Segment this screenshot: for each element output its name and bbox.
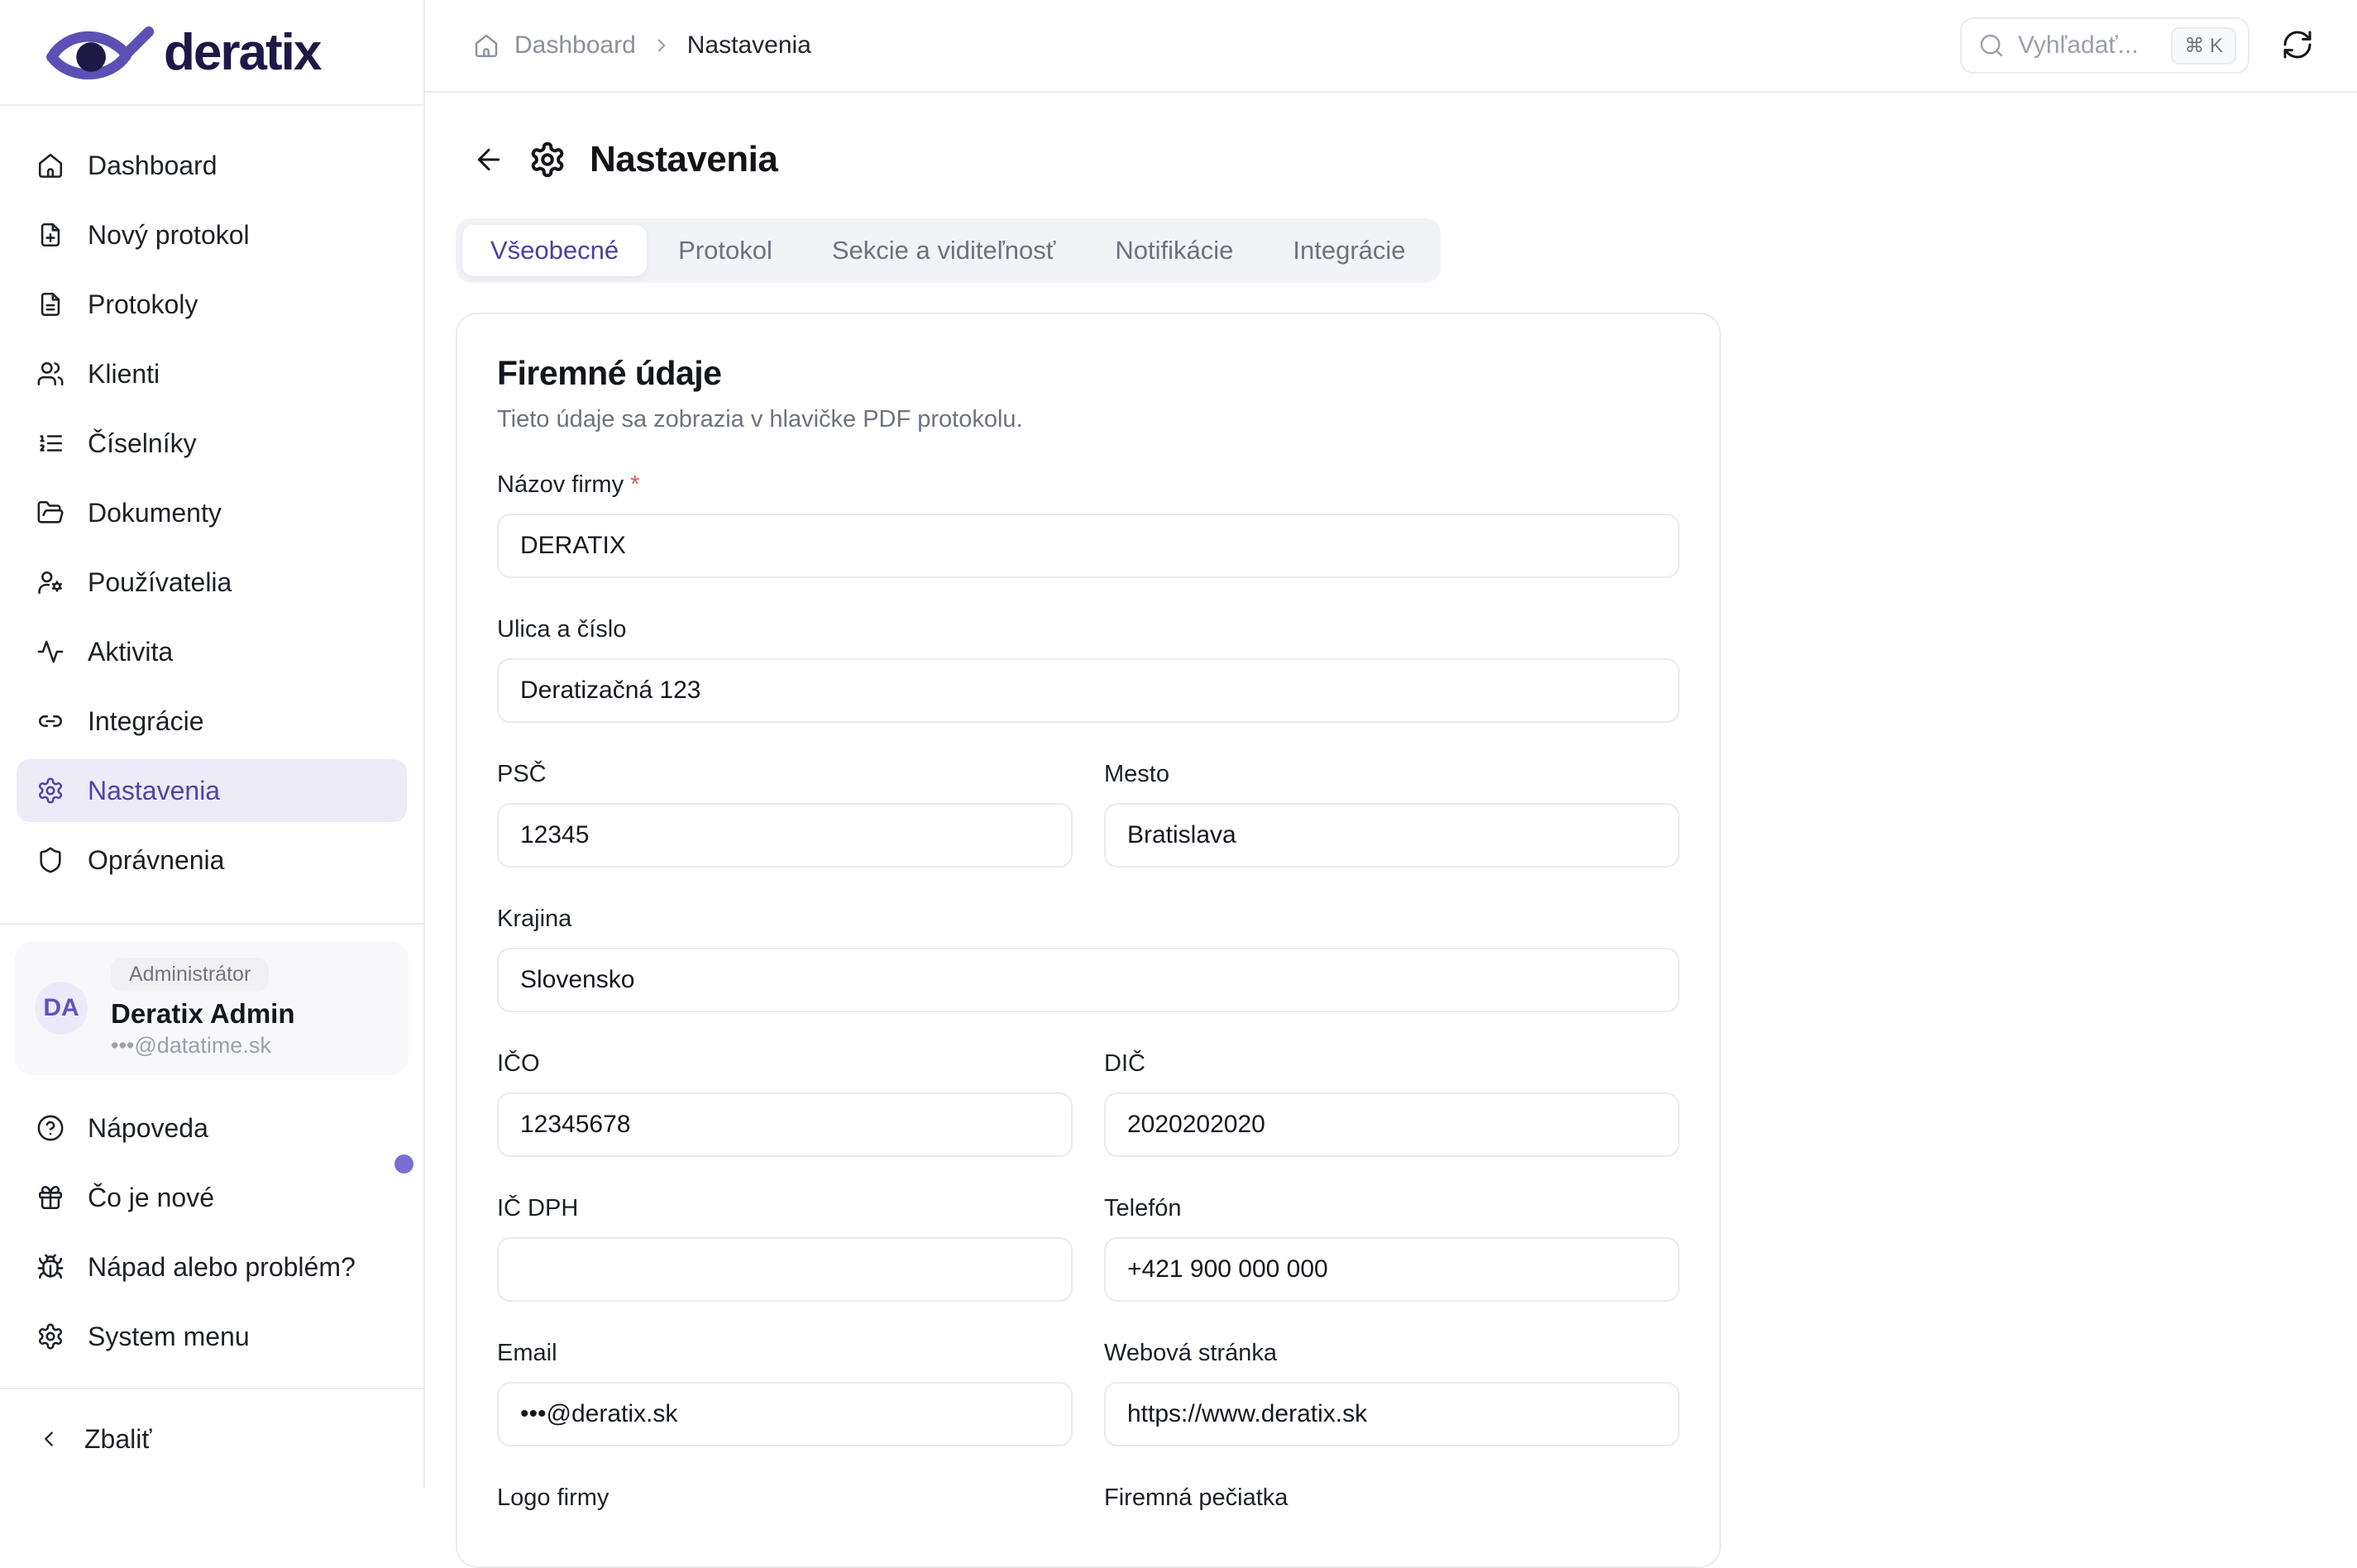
sidebar-nav xyxy=(0,106,423,898)
sidebar-item-dokumenty[interactable] xyxy=(17,481,407,544)
sidebar-item-label: Nápad alebo problém? xyxy=(88,1251,356,1282)
field-ico xyxy=(497,1050,1073,1157)
input-psc[interactable] xyxy=(497,803,1073,868)
arrow-left-icon xyxy=(472,143,505,176)
global-search[interactable] xyxy=(1960,17,2249,74)
form-row xyxy=(497,761,1680,868)
tab-integracie[interactable]: Integrácie xyxy=(1293,236,1406,265)
field-label-ic-dph: IČ DPH xyxy=(497,1195,579,1221)
breadcrumb-current: Nastavenia xyxy=(686,31,811,59)
file-text-icon xyxy=(36,290,65,318)
refresh-icon xyxy=(2281,28,2314,61)
shield-icon xyxy=(36,846,65,874)
field-label-telefon: Telefón xyxy=(1104,1195,1182,1221)
user-cog-icon xyxy=(36,568,65,596)
sidebar-item-napoveda[interactable] xyxy=(17,1097,407,1159)
whats-new-notification-dot xyxy=(394,1154,414,1174)
sidebar-item-label: Nápoveda xyxy=(88,1112,208,1143)
gift-icon xyxy=(36,1183,65,1212)
sidebar-item-opravnenia[interactable] xyxy=(17,829,407,892)
field-label-mesto: Mesto xyxy=(1104,761,1169,787)
sidebar-item-protokoly[interactable] xyxy=(17,273,407,336)
sidebar xyxy=(0,0,425,1489)
field-label-firemna-pecatka: Firemná pečiatka xyxy=(1104,1484,1288,1511)
folder-open-icon xyxy=(36,499,65,527)
input-ico[interactable] xyxy=(497,1092,1073,1157)
tab-notifikacie[interactable]: Notifikácie xyxy=(1115,236,1234,265)
sidebar-item-pouzivatelia[interactable] xyxy=(17,551,407,614)
settings-tabs xyxy=(456,218,1441,283)
sidebar-item-label: System menu xyxy=(88,1321,250,1351)
chevron-right-icon xyxy=(651,35,672,56)
form-row xyxy=(497,1484,1680,1527)
tab-protokol[interactable]: Protokol xyxy=(678,236,772,265)
file-plus-icon xyxy=(36,221,65,249)
field-nazov-firmy xyxy=(497,471,1680,578)
user-email: •••@datatime.sk xyxy=(111,1033,271,1058)
sidebar-item-aktivita[interactable] xyxy=(17,620,407,683)
sidebar-divider xyxy=(0,923,423,925)
home-icon xyxy=(473,32,500,59)
link-icon xyxy=(36,707,65,735)
brand-wordmark: deratix xyxy=(164,23,321,81)
field-label-ico: IČO xyxy=(497,1050,540,1077)
collapse-sidebar-button[interactable] xyxy=(17,1408,407,1470)
input-mesto[interactable] xyxy=(1104,803,1680,868)
company-details-card xyxy=(456,313,1721,1568)
field-ulica-cislo xyxy=(497,616,1680,723)
sidebar-item-label: Integrácie xyxy=(88,705,204,736)
sidebar-item-dashboard[interactable] xyxy=(17,134,407,197)
back-button[interactable] xyxy=(472,143,505,176)
search-shortcut-kbd: ⌘ K xyxy=(2171,27,2236,65)
sidebar-item-napad-problem[interactable] xyxy=(17,1236,407,1298)
gear-icon xyxy=(36,1322,65,1350)
field-label-psc: PSČ xyxy=(497,761,547,787)
list-ordered-icon xyxy=(36,429,65,457)
sidebar-item-label: Nový protokol xyxy=(88,219,250,250)
help-circle-icon xyxy=(36,1114,65,1142)
field-krajina xyxy=(497,906,1680,1012)
sidebar-item-label: Čo je nové xyxy=(88,1182,214,1212)
field-dic xyxy=(1104,1050,1680,1157)
sidebar-item-co-je-nove[interactable] xyxy=(17,1166,407,1229)
card-title: Firemné údaje xyxy=(497,354,722,392)
form-row xyxy=(497,1340,1680,1446)
input-ic-dph[interactable] xyxy=(497,1237,1073,1302)
avatar: DA xyxy=(35,982,88,1035)
input-telefon[interactable] xyxy=(1104,1237,1680,1302)
page-header xyxy=(472,139,2357,180)
sidebar-item-nastavenia[interactable] xyxy=(17,759,407,822)
collapse-label: Zbaliť xyxy=(84,1423,152,1454)
page-title: Nastavenia xyxy=(590,139,778,179)
gear-icon xyxy=(36,777,65,805)
users-icon xyxy=(36,360,65,388)
sidebar-item-ciselniky[interactable] xyxy=(17,412,407,475)
breadcrumb-dashboard[interactable]: Dashboard xyxy=(514,31,636,59)
input-web[interactable] xyxy=(1104,1382,1680,1446)
chevron-left-icon xyxy=(36,1427,61,1451)
breadcrumb xyxy=(473,31,811,60)
page-content xyxy=(425,93,2357,1568)
field-label-nazov-firmy: Názov firmy * xyxy=(497,471,640,498)
form-row xyxy=(497,1050,1680,1157)
sidebar-item-integracie[interactable] xyxy=(17,690,407,753)
form-row xyxy=(497,616,1680,723)
tab-sekcie[interactable]: Sekcie a viditeľnosť xyxy=(831,236,1056,265)
input-nazov-firmy[interactable] xyxy=(497,514,1680,578)
field-psc xyxy=(497,761,1073,868)
field-email xyxy=(497,1340,1073,1446)
sidebar-collapse-row xyxy=(0,1388,423,1489)
field-label-logo-firmy: Logo firmy xyxy=(497,1484,610,1511)
sidebar-item-klienti[interactable] xyxy=(17,342,407,405)
sidebar-item-label: Číselníky xyxy=(88,428,197,458)
user-info xyxy=(111,958,295,1059)
sidebar-item-label: Dashboard xyxy=(88,150,218,180)
sidebar-item-label: Dokumenty xyxy=(88,497,222,528)
sidebar-footer-nav xyxy=(0,1075,423,1374)
sidebar-item-system-menu[interactable] xyxy=(17,1305,407,1368)
field-label-web: Webová stránka xyxy=(1104,1340,1278,1366)
sidebar-item-label: Protokoly xyxy=(88,289,198,319)
activity-icon xyxy=(36,638,65,666)
field-label-dic: DIČ xyxy=(1104,1050,1145,1077)
field-web xyxy=(1104,1340,1680,1446)
search-icon xyxy=(1978,32,2005,59)
topbar xyxy=(425,0,2357,93)
sidebar-item-label: Oprávnenia xyxy=(88,844,225,875)
field-mesto xyxy=(1104,761,1680,868)
sidebar-item-novy-protokol[interactable] xyxy=(17,203,407,266)
field-firemna-pecatka xyxy=(1104,1484,1680,1527)
form-row xyxy=(497,1195,1680,1302)
user-role-badge: Administrátor xyxy=(111,958,269,992)
input-ulica-cislo[interactable] xyxy=(497,658,1680,723)
sidebar-item-label: Aktivita xyxy=(88,636,174,667)
field-label-email: Email xyxy=(497,1340,557,1366)
deratix-eye-logo-icon xyxy=(45,11,157,93)
bug-icon xyxy=(36,1253,65,1281)
sidebar-item-label: Používatelia xyxy=(88,566,232,597)
user-card[interactable] xyxy=(15,941,409,1075)
field-telefon xyxy=(1104,1195,1680,1302)
user-name: Deratix Admin xyxy=(111,998,295,1029)
company-form xyxy=(497,471,1680,1527)
search-input[interactable] xyxy=(2018,31,2158,60)
input-dic[interactable] xyxy=(1104,1092,1680,1157)
required-asterisk: * xyxy=(630,471,640,498)
sidebar-item-label: Klienti xyxy=(88,358,160,389)
form-row xyxy=(497,471,1680,578)
brand-logo[interactable] xyxy=(0,0,423,106)
card-subtitle: Tieto údaje sa zobrazia v hlavičke PDF protokolu. xyxy=(497,406,1023,433)
input-email[interactable] xyxy=(497,1382,1073,1446)
main-area xyxy=(425,0,2357,1511)
form-row xyxy=(497,906,1680,1012)
home-icon xyxy=(36,151,65,179)
sidebar-item-label: Nastavenia xyxy=(88,775,221,806)
field-label-krajina: Krajina xyxy=(497,906,572,932)
input-krajina[interactable] xyxy=(497,948,1680,1012)
gear-icon xyxy=(528,141,567,179)
tab-vseobecne[interactable]: Všeobecné xyxy=(462,225,647,276)
field-logo-firmy xyxy=(497,1484,1073,1527)
field-ic-dph xyxy=(497,1195,1073,1302)
field-label-ulica-cislo: Ulica a číslo xyxy=(497,616,627,643)
refresh-button[interactable] xyxy=(2279,27,2316,64)
